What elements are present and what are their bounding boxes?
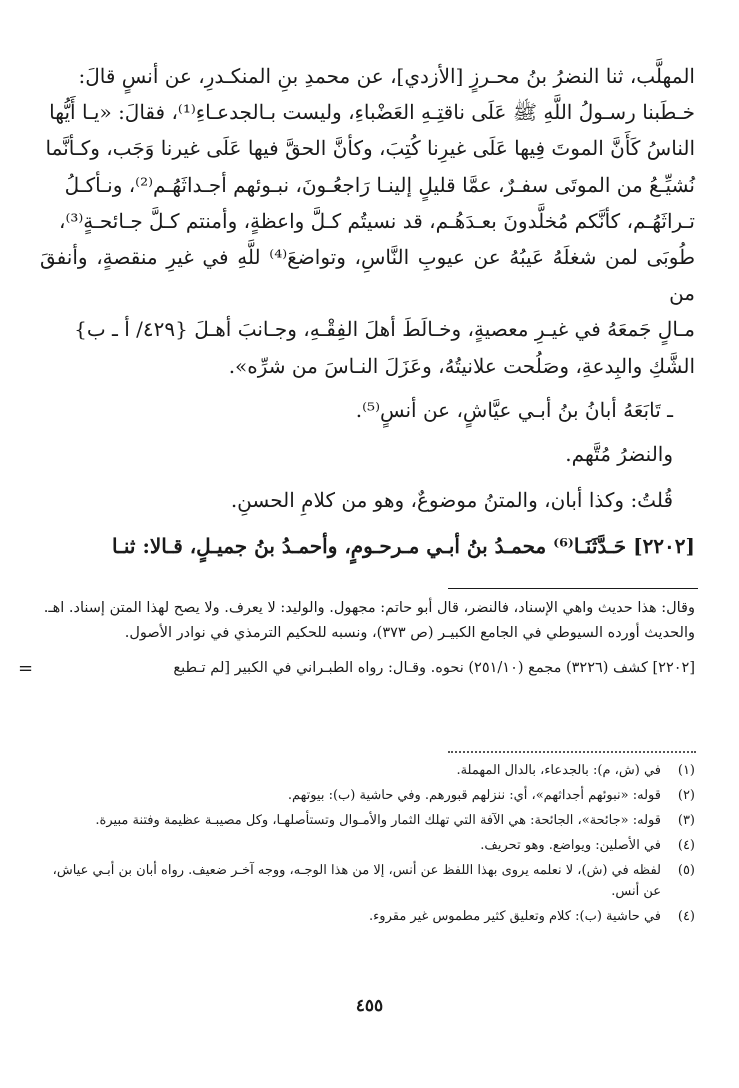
text-line: تـراثَهُـم، كأنَّكم مُخلَّدونَ بعـدَهُـم، قد نسيتُم كـلَّ واعظةٍ، وأمنتم كـلَّ جـائحـةٍ⁽³⁾،	[58, 208, 695, 233]
text-line: طُوبَى لمن شغلَهُ عَيبُهُ عن عيوبِ النَّاسِ، وتواضعَ⁽⁴⁾ للَّهِ في غيرِ منقصةٍ، وأنفقَ من	[40, 245, 695, 306]
continuation-mark: =	[18, 658, 34, 679]
footnotes	[40, 760, 695, 931]
footnote-number: (١)	[677, 763, 695, 778]
mutaba-line: ـ تَابَعَهُ أبانُ بنُ أبـي عيَّاشٍ، عن أنسٍ⁽⁵⁾.	[355, 397, 673, 422]
footnote-text: قوله: «نبوئهم أجداثهم»، أي: ننزلهم قبورهم. وفي حاشية (ب): بيوتهم.	[287, 788, 661, 803]
footnote-number: (٣)	[677, 813, 695, 828]
text-line: الناسُ كَأَنَّ الموتَ فِيها عَلَى غيرِنا كُتِبَ، وكأنَّ الحقَّ فيها عَلَى غيرنا وَجَب، وكـأنَّما	[45, 136, 695, 161]
takhrij-line	[18, 656, 695, 681]
main-text	[40, 58, 695, 565]
footnote	[40, 906, 695, 927]
takhrij-text: [٢٢٠٢] كشف (٣٢٢٦) مجمع (٢٥١/١٠) نحوه. وقـال: رواه الطبـراني في الكبير [لم تـطبع	[173, 660, 695, 676]
footnote-text: قوله: «جائحة»، الجائحة: هي الآفة التي تهلك الثمار والأمـوال وتستأصلهـا، وكل مصيبـة عظيمة وفتنة مبيرة.	[95, 813, 661, 828]
notes-divider	[448, 588, 698, 589]
footnote-number: (٢)	[677, 788, 695, 803]
narrator-note: والنضرُ مُتَّهم.	[565, 442, 673, 467]
footnote-number: (٥)	[677, 863, 695, 878]
text-line: نُشيِّـعُ من الموتَى سفـرٌ، عمَّا قليلٍ إلينـا رَاجعُـونَ، نبـوئهم أجـداثَهُـم⁽²⁾، ونـأكـلُ	[64, 172, 695, 197]
footnote	[40, 760, 695, 781]
text-line: الشَّكِ والبِدعةِ، وصَلُحت علانيتُهُ، وعَزَلَ النـاسَ من شرِّه».	[228, 353, 695, 378]
text-line: مـالٍ جَمعَهُ في غيـرِ معصيةٍ، وخـالَطَ أهلَ الفِقْـهِ، وجـانبَ أهـلَ {٤٢٩/ أ ـ ب}	[74, 317, 695, 342]
footnote	[40, 810, 695, 831]
text-line: خـطَبنا رسـولُ اللَّهِ ﷺ عَلَى ناقتِـهِ العَضْباءِ، وليست بـالجدعـاءِ⁽¹⁾، فقالَ: «يـا أَيُّها	[49, 100, 695, 125]
footnotes-divider	[448, 751, 696, 753]
footnote	[40, 860, 695, 902]
takhrij-notes	[18, 596, 695, 681]
footnote-text: في الأصلين: ويواضع. وهو تحريف.	[480, 838, 661, 853]
author-comment: قُلتُ: وكذا أبان، والمتنُ موضوعٌ، وهو من كلامِ الحسنِ.	[230, 488, 673, 513]
hadith-2202-start: [٢٢٠٢] حَـدَّثَنَـا⁽⁶⁾ محمـدُ بنُ أبـي مـرحـومٍ، وأحمـدُ بنُ جميـلٍ، قـالا: ثنـا	[111, 534, 695, 559]
notes-paragraph: وقال: هذا حديث واهي الإسناد، فالنضر، قال أبو حاتم: مجهول. والوليد: لا يعرف. ولا يصح لهذا المتن إسناد. اهـ. والحديث أورده السيوطي في الجامع الكبيـر (ص ٣٧٣)، ونسبه للحكيم الترمذي في نوادر الأصول.	[43, 600, 695, 641]
footnote-text: في (ش، م): بالجدعاء، بالدال المهملة.	[456, 763, 661, 778]
text-line: المهلَّب، ثنا النضرُ بنُ محـرزٍ [الأزدي]، عن محمدِ بنِ المنكـدرِ، عن أنسٍ قالَ:	[78, 64, 695, 88]
page-number: ٤٥٥	[355, 996, 384, 1016]
footnote-text: في حاشية (ب): كلام وتعليق كثير مطموس غير مقروء.	[369, 909, 661, 924]
footnote-number: (٤)	[677, 909, 695, 924]
footnote	[40, 835, 695, 856]
footnote-text: لفظه في (ش)، لا نعلمه يروى بهذا اللفظ عن أنس، إلا من هذا الوجـه، ووجه آخـر ضعيف. رواه أبان بن أبـي عياش، عن أنس.	[52, 863, 661, 899]
footnote	[40, 785, 695, 806]
footnote-number: (٤)	[677, 838, 695, 853]
